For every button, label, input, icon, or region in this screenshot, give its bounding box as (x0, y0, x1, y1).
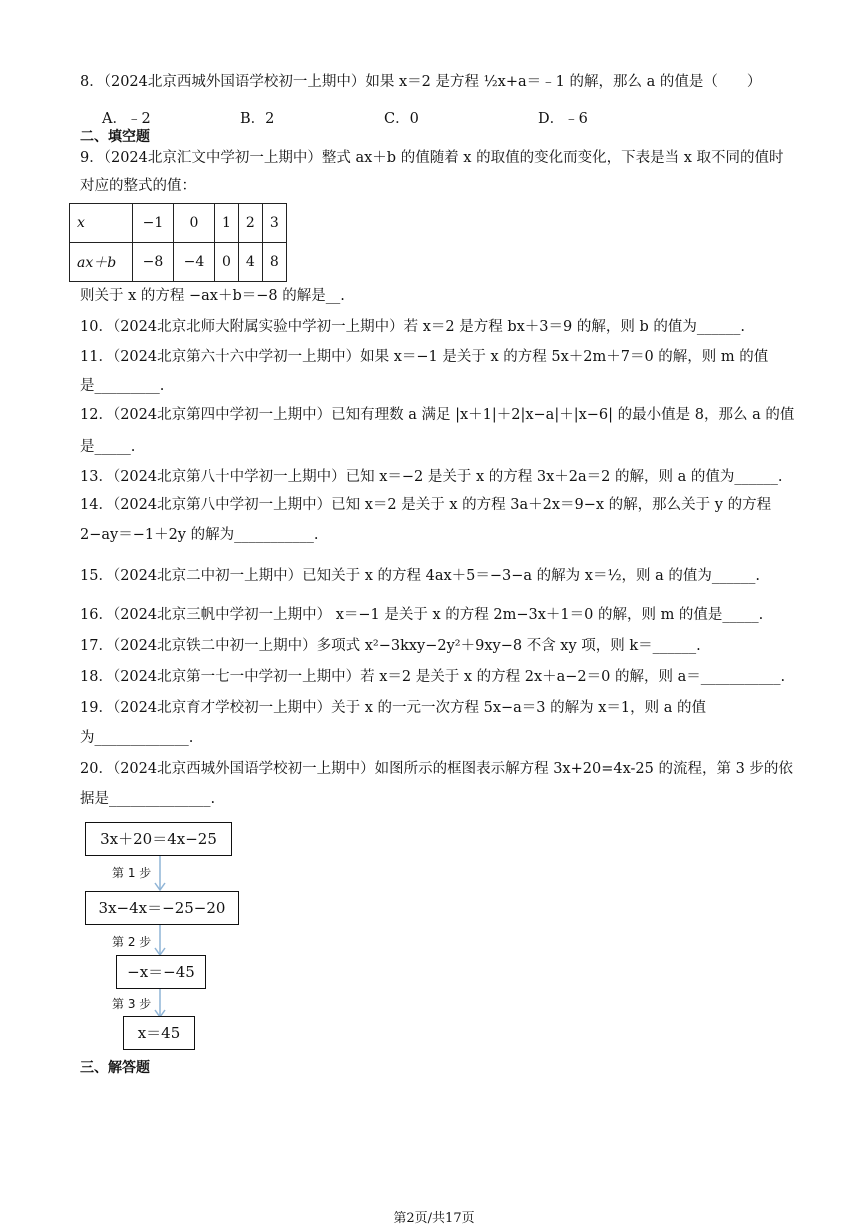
q9-line-1: 9．（2024北京汇文中学初一上期中）整式 ax＋b 的值随着 x 的取值的变化而变化，下表是当 x 取不同的值时 (80, 150, 784, 166)
flow-box-equation: x＝45 (123, 1016, 195, 1050)
q8-option-b: B．2 (240, 111, 275, 127)
table-cell: 0 (215, 243, 239, 282)
table-cell: −1 (133, 204, 174, 243)
table-cell: −4 (174, 243, 215, 282)
flow-box-equation: −x＝−45 (116, 955, 206, 989)
q8-stem: 8．（2024北京西城外国语学校初一上期中）如果 x＝2 是方程 ½x+a＝﹣1 的解，那么 a 的值是（ ） (80, 74, 762, 90)
flow-step-label: 第 2 步 (112, 935, 152, 949)
question-10: 10．（2024北京北师大附属实验中学初一上期中）若 x＝2 是方程 bx＋3＝9 的解，则 b 的值为______. (80, 319, 745, 335)
q12-line-2: 是_____. (80, 439, 136, 455)
q19-line-1: 19．（2024北京育才学校初一上期中）关于 x 的一元一次方程 5x−a＝3 的解为 x＝1，则 a 的值 (80, 700, 707, 716)
question-17: 17．（2024北京铁二中初一上期中）多项式 x²−3kxy−2y²＋9xy−8 不含 xy 项，则 k＝______. (80, 638, 701, 654)
q14-line-1: 14．（2024北京第八中学初一上期中）已知 x＝2 是关于 x 的方程 3a＋2x＝9−x 的解，那么关于 y 的方程 (80, 497, 772, 513)
q11-line-1: 11．（2024北京第六十六中学初一上期中）如果 x＝−1 是关于 x 的方程 5x＋2m＋7＝0 的解，则 m 的值 (80, 349, 769, 365)
question-18: 18．（2024北京第一七一中学初一上期中）若 x＝2 是关于 x 的方程 2x＋a−2＝0 的解，则 a＝___________. (80, 669, 786, 685)
table-cell: ax＋b (70, 243, 133, 282)
q11-line-2: 是_________. (80, 378, 165, 394)
table-cell: x (70, 204, 133, 243)
q14-line-2: 2−ay＝−1＋2y 的解为___________. (80, 527, 319, 543)
section-fill-in-heading: 二、填空题 (80, 129, 150, 145)
q9-after: 则关于 x 的方程 −ax＋b＝−8 的解是__. (80, 288, 345, 304)
table-cell: −8 (133, 243, 174, 282)
q20-line-1: 20．（2024北京西城外国语学校初一上期中）如图所示的框图表示解方程 3x+20=4x-25 的流程，第 3 步的依 (80, 761, 793, 777)
page-footer: 第2页/共17页 (393, 1211, 475, 1226)
flow-box-equation: 3x−4x＝−25−20 (85, 891, 239, 925)
q8-option-d: D．﹣6 (538, 111, 588, 127)
section-answer-heading: 三、解答题 (80, 1060, 150, 1076)
q9-line-2: 对应的整式的值： (80, 178, 196, 194)
q8-option-a: A．﹣2 (102, 111, 151, 127)
table-cell: 3 (262, 204, 286, 243)
question-16: 16．（2024北京三帆中学初一上期中） x＝−1 是关于 x 的方程 2m−3x＋1＝0 的解，则 m 的值是_____. (80, 607, 764, 623)
flow-step-label: 第 1 步 (112, 866, 152, 880)
q8-option-c: C．0 (384, 111, 419, 127)
table-cell: 8 (262, 243, 286, 282)
q12-line-1: 12．（2024北京第四中学初一上期中）已知有理数 a 满足 |x＋1|＋2|x−a|＋|x−6| 的最小值是 8，那么 a 的值 (80, 407, 795, 423)
table-cell: 1 (215, 204, 239, 243)
q19-line-2: 为_____________. (80, 730, 194, 746)
table-cell: 2 (238, 204, 262, 243)
table-cell: 4 (238, 243, 262, 282)
q20-line-2: 据是______________. (80, 791, 216, 807)
question-15: 15．（2024北京二中初一上期中）已知关于 x 的方程 4ax＋5＝−3−a 的解为 x＝½，则 a 的值为______. (80, 568, 760, 584)
table-cell: 0 (174, 204, 215, 243)
flow-box-equation: 3x＋20＝4x−25 (85, 822, 232, 856)
flow-step-label: 第 3 步 (112, 997, 152, 1011)
question-13: 13．（2024北京第八十中学初一上期中）已知 x＝−2 是关于 x 的方程 3x＋2a＝2 的解，则 a 的值为______. (80, 469, 783, 485)
